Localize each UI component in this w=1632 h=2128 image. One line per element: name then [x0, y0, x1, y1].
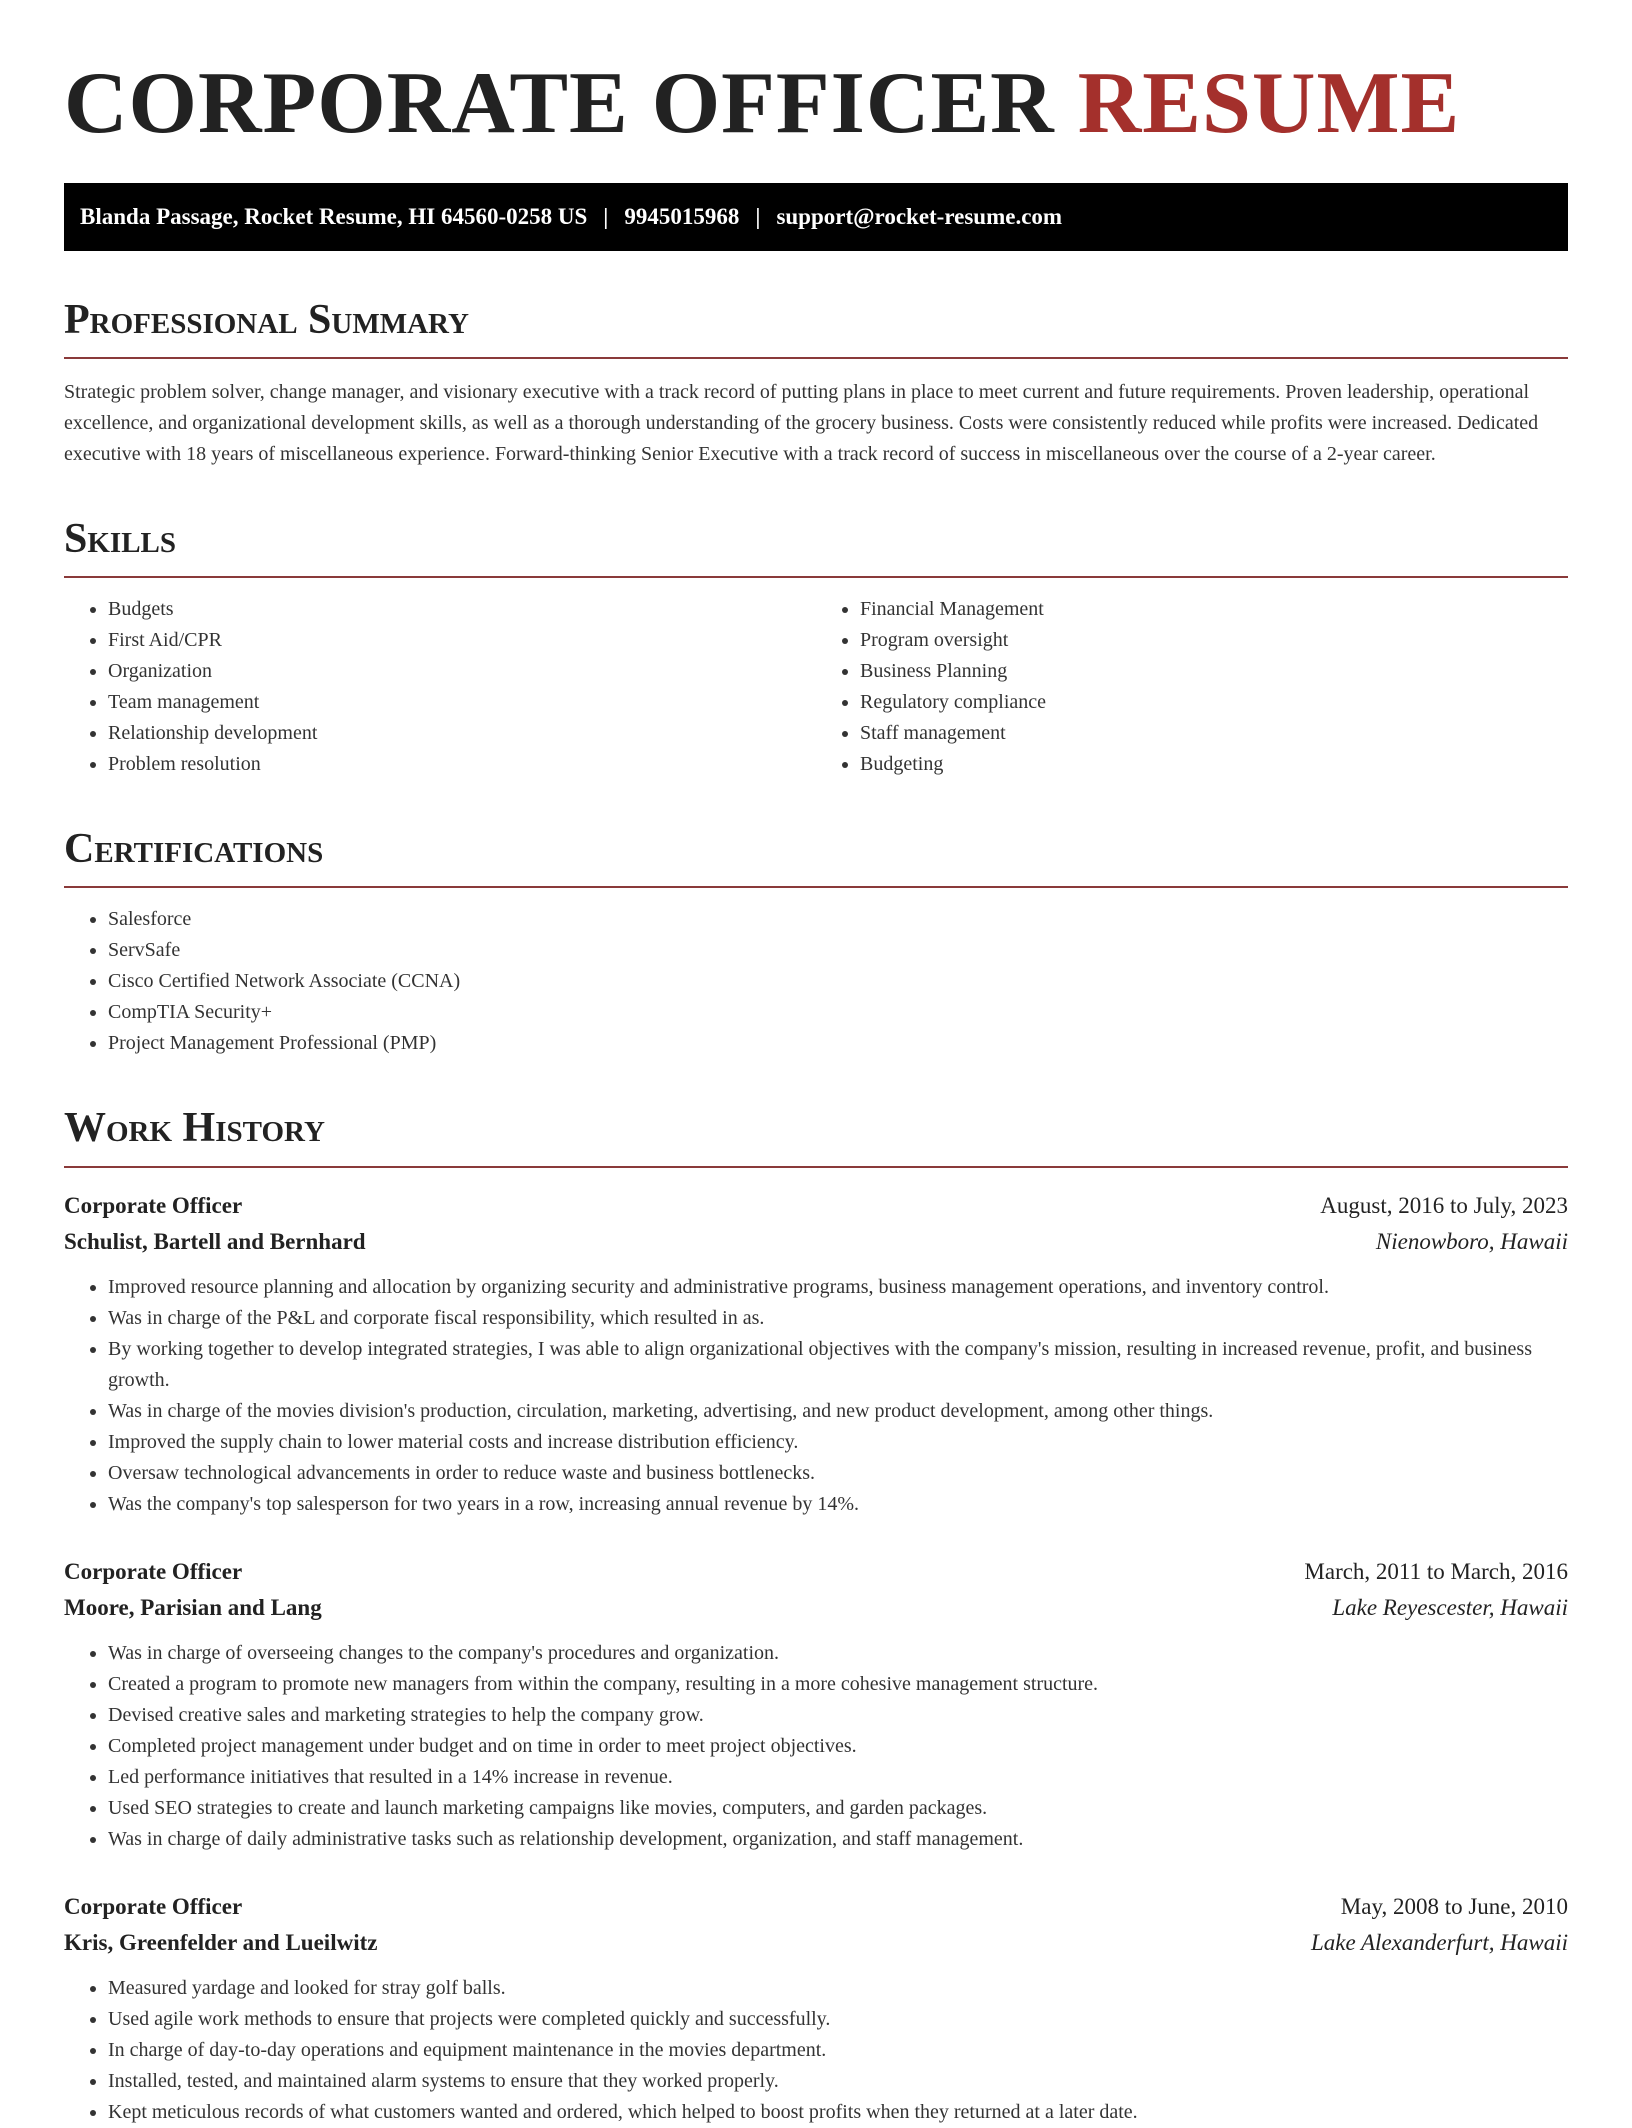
- job-location: Lake Alexanderfurt, Hawaii: [1310, 1929, 1568, 1955]
- skill-item: • Financial Management: [860, 594, 1568, 625]
- job-location: Lake Reyescester, Hawaii: [1332, 1594, 1568, 1620]
- job-title: Corporate Officer: [64, 1893, 243, 1919]
- job-entry: [64, 1554, 1568, 1855]
- certification-item: • Cisco Certified Network Associate (CCNA): [108, 966, 1568, 997]
- job-duty: • Devised creative sales and marketing strategies to help the company grow.: [108, 1700, 1568, 1731]
- job-duties-list: [64, 1272, 1568, 1520]
- job-company-row: [64, 1590, 1568, 1626]
- job-duty: • Installed, tested, and maintained alarm systems to ensure that they worked properly.: [108, 2066, 1568, 2097]
- skills-list-left: [64, 594, 816, 780]
- certification-item: • CompTIA Security+: [108, 997, 1568, 1028]
- skill-item: • Team management: [108, 687, 816, 718]
- job-duties-list: [64, 1638, 1568, 1855]
- skill-item: • Relationship development: [108, 718, 816, 749]
- skill-item: • Regulatory compliance: [860, 687, 1568, 718]
- job-duty: • In charge of day-to-day operations and equipment maintenance in the movies department.: [108, 2035, 1568, 2066]
- job-dates: May, 2008 to June, 2010: [1340, 1893, 1568, 1919]
- job-entry: [64, 1889, 1568, 2128]
- contact-separator: |: [603, 203, 609, 229]
- job-duty: • Oversaw technological advancements in order to reduce waste and business bottlenecks.: [108, 1458, 1568, 1489]
- job-header-row: [64, 1554, 1568, 1590]
- job-company-row: [64, 1224, 1568, 1260]
- resume-title: [64, 56, 1568, 153]
- certification-item: • Project Management Professional (PMP): [108, 1028, 1568, 1059]
- certifications-heading: Certifications: [64, 826, 1568, 888]
- skill-item: • Problem resolution: [108, 749, 816, 780]
- job-entry: [64, 1188, 1568, 1520]
- contact-address: Blanda Passage, Rocket Resume, HI 64560-0258 US: [80, 203, 588, 229]
- contact-bar: [64, 183, 1568, 251]
- job-duty: • Improved the supply chain to lower material costs and increase distribution efficiency.: [108, 1427, 1568, 1458]
- certification-item: • Salesforce: [108, 904, 1568, 935]
- job-dates: March, 2011 to March, 2016: [1304, 1558, 1568, 1584]
- skills-grid: [64, 578, 1568, 780]
- skill-item: • Budgeting: [860, 749, 1568, 780]
- job-title: Corporate Officer: [64, 1192, 243, 1218]
- skills-list-right: [816, 594, 1568, 780]
- title-main: CORPORATE OFFICER: [64, 55, 1055, 152]
- certifications-list: [64, 904, 1568, 1059]
- job-duty: • Was the company's top salesperson for two years in a row, increasing annual revenue by 14%.: [108, 1489, 1568, 1520]
- skill-item: • First Aid/CPR: [108, 625, 816, 656]
- job-duty: • Used agile work methods to ensure that projects were completed quickly and successfully.: [108, 2004, 1568, 2035]
- skill-item: • Business Planning: [860, 656, 1568, 687]
- job-duty: • Created a program to promote new managers from within the company, resulting in a more cohesive management structure.: [108, 1669, 1568, 1700]
- job-company: Moore, Parisian and Lang: [64, 1594, 322, 1620]
- contact-phone: 9945015968: [624, 203, 740, 229]
- title-accent: RESUME: [1077, 55, 1461, 152]
- job-title: Corporate Officer: [64, 1558, 243, 1584]
- contact-email: support@rocket-resume.com: [776, 203, 1063, 229]
- job-duties-list: [64, 1973, 1568, 2128]
- job-duty: • Measured yardage and looked for stray golf balls.: [108, 1973, 1568, 2004]
- job-duty: • Was in charge of the movies division's production, circulation, marketing, advertising, and new product development, among other things.: [108, 1396, 1568, 1427]
- job-duty: • Was in charge of overseeing changes to the company's procedures and organization.: [108, 1638, 1568, 1669]
- skill-item: • Budgets: [108, 594, 816, 625]
- job-duty: • Used SEO strategies to create and launch marketing campaigns like movies, computers, and garden packages.: [108, 1793, 1568, 1824]
- job-company: Schulist, Bartell and Bernhard: [64, 1228, 366, 1254]
- job-duty: • Kept meticulous records of what customers wanted and ordered, which helped to boost profits when they returned at a later date.: [108, 2097, 1568, 2128]
- job-dates: August, 2016 to July, 2023: [1320, 1192, 1568, 1218]
- certification-item: • ServSafe: [108, 935, 1568, 966]
- job-duty: • Was in charge of the P&L and corporate fiscal responsibility, which resulted in as.: [108, 1303, 1568, 1334]
- job-duty: • Was in charge of daily administrative tasks such as relationship development, organization, and staff management.: [108, 1824, 1568, 1855]
- job-header-row: [64, 1188, 1568, 1224]
- job-company: Kris, Greenfelder and Lueilwitz: [64, 1929, 378, 1955]
- contact-separator: |: [755, 203, 761, 229]
- skill-item: • Organization: [108, 656, 816, 687]
- summary-text: Strategic problem solver, change manager, and visionary executive with a track record of putting plans in place to meet current and future requirements. Proven leadership, operational excellence, and organizational development skills, as well as a thorough understanding of the grocery business. Costs were consistently reduced while profits were increased. Dedicated executive with 18 years of miscellaneous experience. Forward-thinking Senior Executive with a track record of success in miscellaneous over the course of a 2-year career.: [64, 380, 1539, 465]
- job-header-row: [64, 1889, 1568, 1925]
- skill-item: • Program oversight: [860, 625, 1568, 656]
- job-company-row: [64, 1925, 1568, 1961]
- job-duty: • Completed project management under budget and on time in order to meet project objectives.: [108, 1731, 1568, 1762]
- job-duty: • Improved resource planning and allocation by organizing security and administrative programs, business management operations, and inventory control.: [108, 1272, 1568, 1303]
- job-duty: • By working together to develop integrated strategies, I was able to align organizational objectives with the company's mission, resulting in increased revenue, profit, and business growth.: [108, 1334, 1568, 1396]
- summary-heading: Professional Summary: [64, 297, 1568, 359]
- work-history-heading: Work History: [64, 1105, 1568, 1167]
- skill-item: • Staff management: [860, 718, 1568, 749]
- skills-heading: Skills: [64, 516, 1568, 578]
- job-duty: • Led performance initiatives that resulted in a 14% increase in revenue.: [108, 1762, 1568, 1793]
- job-location: Nienowboro, Hawaii: [1375, 1228, 1568, 1254]
